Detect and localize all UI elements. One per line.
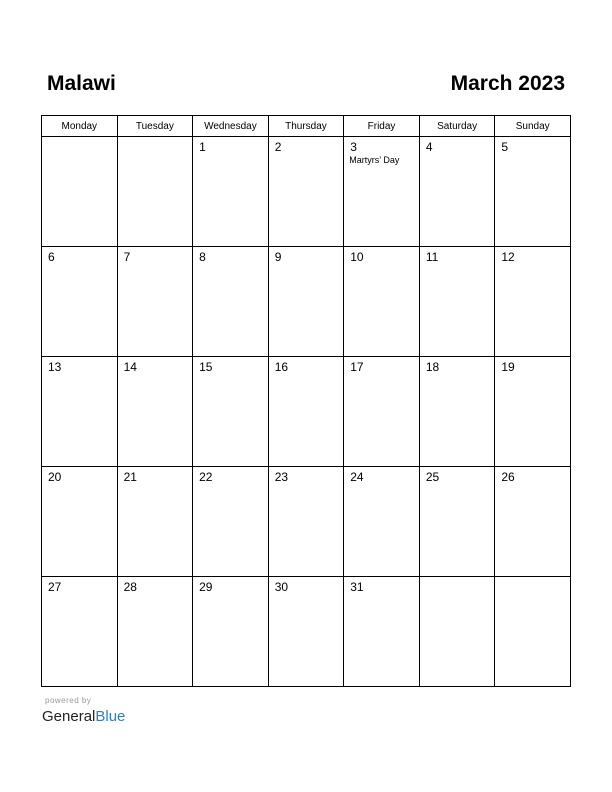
day-cell: [193, 137, 269, 247]
day-number: [495, 577, 570, 580]
weekday-monday: Monday: [42, 116, 118, 137]
day-number: 23: [274, 470, 289, 484]
day-number: 20: [48, 470, 62, 484]
day-number: 14: [123, 360, 137, 374]
day-cell: [268, 577, 344, 687]
day-cell: [42, 247, 118, 357]
day-number: 11: [425, 250, 439, 264]
week-row: [42, 357, 571, 467]
day-number: 27: [48, 580, 62, 594]
weekday-thursday: Thursday: [268, 116, 344, 137]
brand-blue-text: Blue: [95, 708, 126, 725]
day-cell: [495, 357, 571, 467]
day-number: 2: [274, 140, 282, 154]
day-cell: [42, 467, 118, 577]
month-title: March 2023: [450, 72, 565, 95]
day-cell: [495, 137, 571, 247]
day-number: 1: [199, 140, 206, 154]
day-cell: [419, 247, 495, 357]
day-cell: [419, 137, 495, 247]
weekday-header-row: [42, 116, 571, 137]
day-number: [118, 137, 193, 140]
day-cell: [117, 577, 193, 687]
day-cell: [268, 467, 344, 577]
day-number: 16: [274, 360, 289, 374]
weekday-sunday: Sunday: [495, 116, 571, 137]
day-number: 18: [425, 360, 440, 374]
week-row: [42, 137, 571, 247]
day-cell: [117, 357, 193, 467]
day-number: 26: [501, 470, 515, 484]
day-number: 3: [350, 140, 357, 154]
day-number: 21: [123, 470, 137, 484]
day-cell: [495, 577, 571, 687]
day-cell: [193, 577, 269, 687]
generalblue-logo: [42, 708, 125, 726]
day-cell: [117, 137, 193, 247]
weekday-friday: Friday: [344, 116, 420, 137]
day-number: 30: [274, 580, 289, 594]
day-number: 29: [199, 580, 213, 594]
day-number: 25: [425, 470, 440, 484]
day-cell: [42, 577, 118, 687]
weekday-saturday: Saturday: [419, 116, 495, 137]
day-cell: [419, 357, 495, 467]
day-cell: [344, 577, 420, 687]
powered-by-text: powered by: [45, 696, 92, 705]
day-number: 9: [274, 250, 282, 264]
weekday-tuesday: Tuesday: [117, 116, 193, 137]
country-title: Malawi: [47, 72, 116, 95]
day-cell: [344, 357, 420, 467]
day-number: 10: [350, 250, 364, 264]
day-cell: [419, 467, 495, 577]
holiday-label: Martyrs’ Day: [349, 155, 400, 165]
day-number: 13: [48, 360, 62, 374]
day-cell: [268, 357, 344, 467]
day-cell: [117, 247, 193, 357]
day-number: 24: [350, 470, 364, 484]
day-cell: [117, 467, 193, 577]
day-number: 19: [501, 360, 515, 374]
generalblue-branding: [42, 696, 125, 726]
week-row: [42, 247, 571, 357]
day-number: 6: [48, 250, 55, 264]
day-cell: [495, 247, 571, 357]
brand-general-text: General: [42, 708, 96, 725]
day-number: 31: [350, 580, 364, 594]
day-number: 7: [123, 250, 131, 264]
day-cell: [344, 247, 420, 357]
day-cell: [419, 577, 495, 687]
day-cell: [193, 357, 269, 467]
day-number: 22: [199, 470, 213, 484]
day-cell: [344, 137, 420, 247]
day-cell: [42, 137, 118, 247]
weekday-wednesday: Wednesday: [193, 116, 269, 137]
day-cell: [193, 247, 269, 357]
day-cell: [193, 467, 269, 577]
day-cell: [42, 357, 118, 467]
day-cell: [495, 467, 571, 577]
day-number: [42, 137, 117, 140]
day-number: 8: [199, 250, 206, 264]
day-number: 28: [123, 580, 137, 594]
day-cell: [268, 247, 344, 357]
day-number: 12: [501, 250, 515, 264]
day-number: 15: [199, 360, 213, 374]
day-number: 17: [350, 360, 364, 374]
day-number: 5: [501, 140, 509, 154]
day-number: [420, 577, 495, 580]
calendar-grid: [41, 115, 571, 687]
week-row: [42, 467, 571, 577]
day-cell: [344, 467, 420, 577]
day-cell: [268, 137, 344, 247]
week-row: [42, 577, 571, 687]
day-number: 4: [425, 140, 433, 154]
